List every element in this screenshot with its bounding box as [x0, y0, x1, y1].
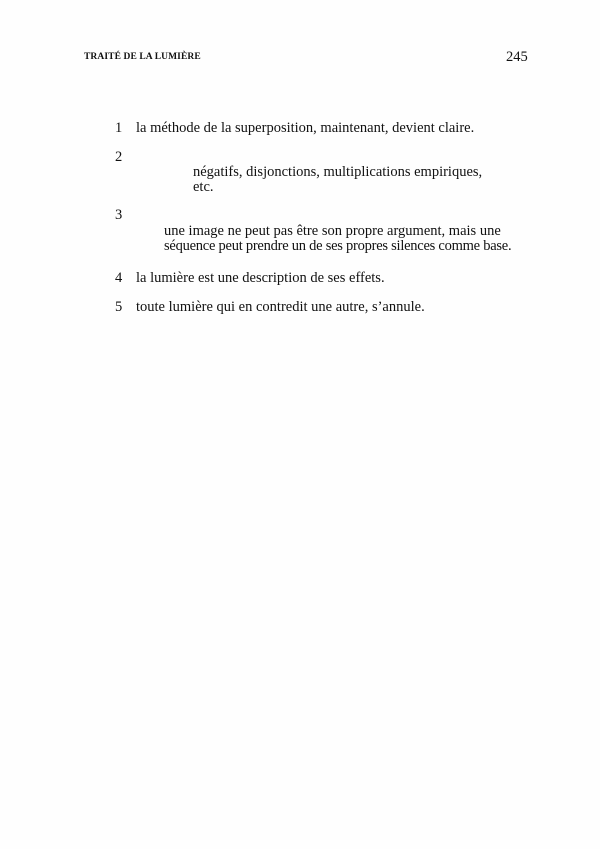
- item-4-line-1: la lumière est une description de ses effets.: [136, 270, 385, 286]
- item-number-4: 4: [115, 270, 123, 286]
- item-number-5: 5: [115, 299, 123, 315]
- page-number: 245: [506, 49, 528, 65]
- item-2-line-2: etc.: [193, 179, 214, 195]
- item-3-line-1: une image ne peut pas être son propre argument, mais une: [164, 223, 501, 239]
- item-number-2: 2: [115, 149, 123, 165]
- running-title: TRAITÉ DE LA LUMIÈRE: [84, 52, 201, 62]
- item-2-line-1: négatifs, disjonctions, multiplications empiriques,: [193, 164, 483, 180]
- item-5-line-1: toute lumière qui en contredit une autre, s’annule.: [136, 299, 425, 315]
- item-1-line-1: la méthode de la superposition, maintenant, devient claire.: [136, 120, 475, 136]
- item-number-1: 1: [115, 120, 123, 136]
- item-number-3: 3: [115, 207, 123, 223]
- item-3-line-2: séquence peut prendre un de ses propres silences comme base.: [164, 238, 512, 254]
